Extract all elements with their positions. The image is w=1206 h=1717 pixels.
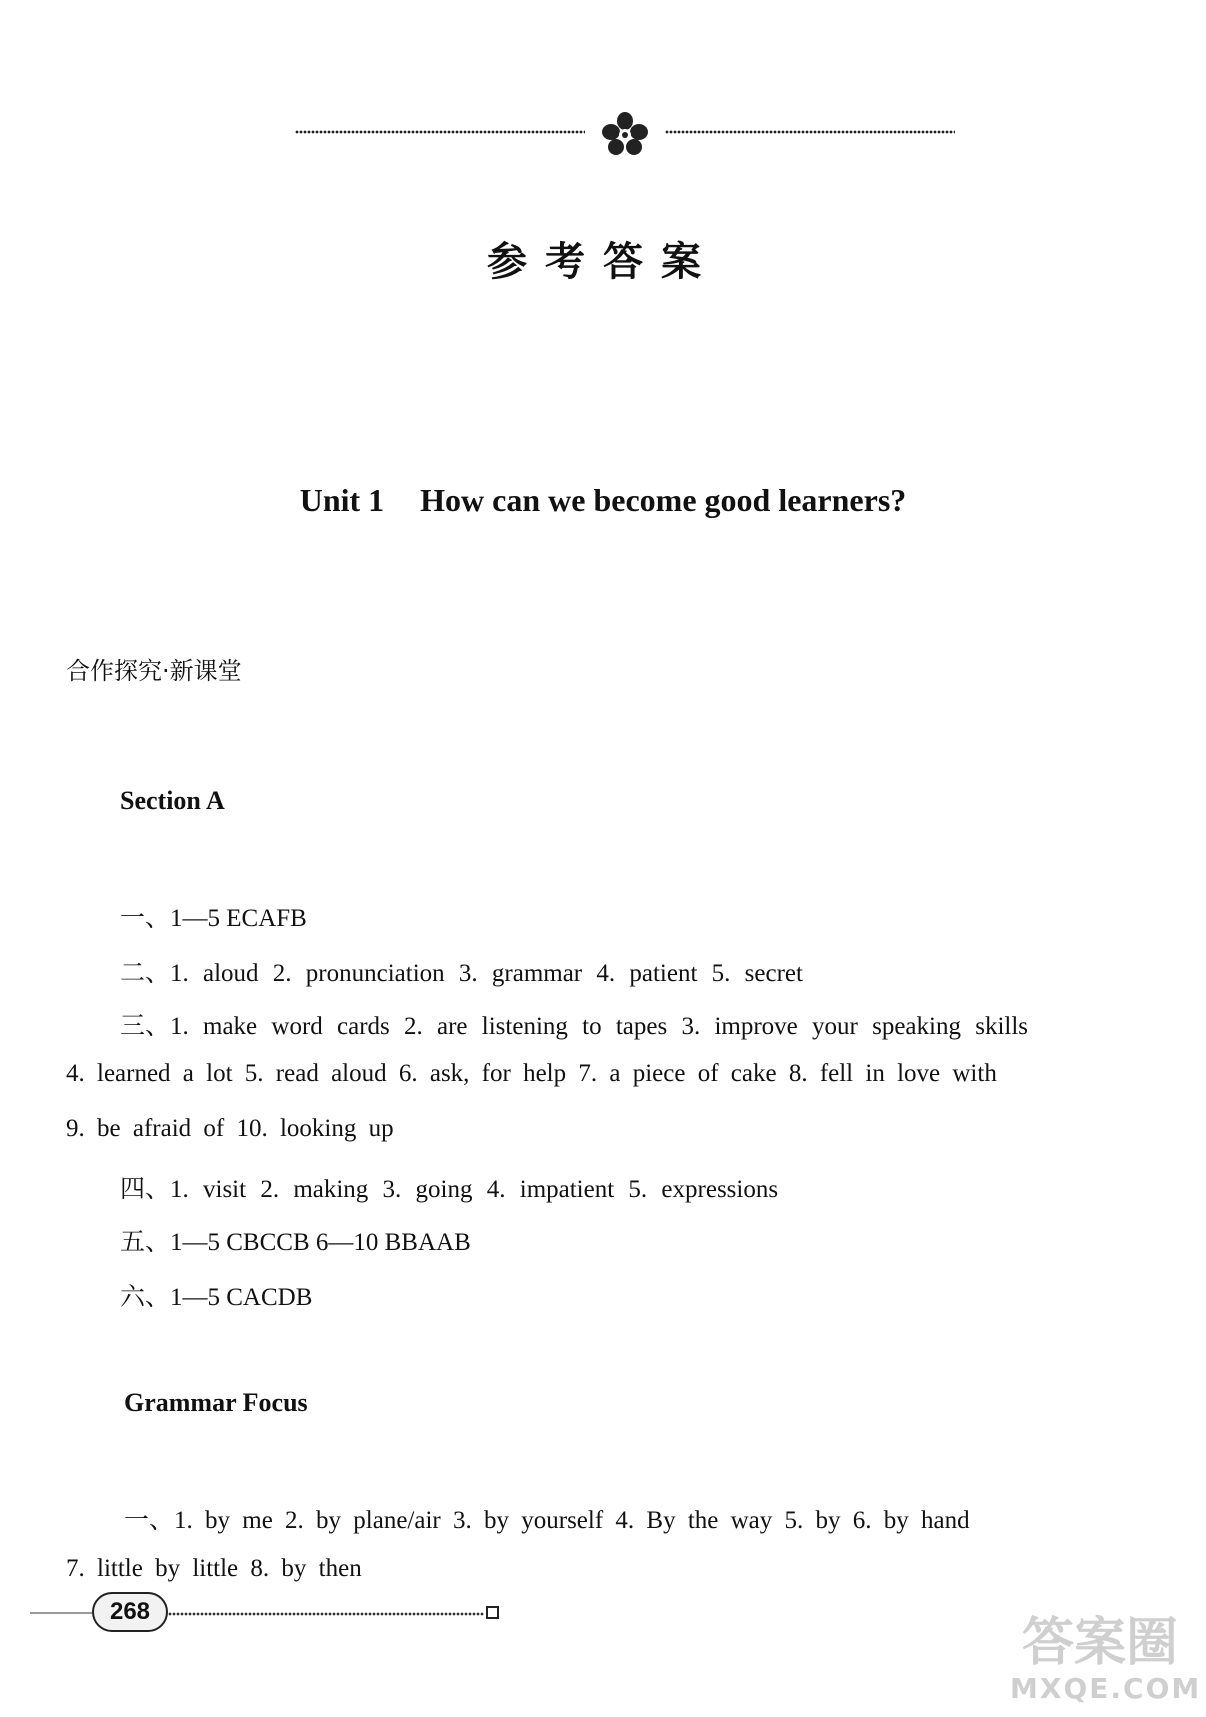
- answer-line: 4. learned a lot 5. read aloud 6. ask, for help 7. a piece of cake 8. fell in love with: [66, 1060, 997, 1087]
- answer-line: 二、1. aloud 2. pronunciation 3. grammar 4. patient 5. secret: [120, 960, 803, 987]
- dotted-rule-right: [665, 129, 955, 135]
- watermark-text: 答案圈: [1021, 1613, 1178, 1673]
- answer-line: 四、1. visit 2. making 3. going 4. impatient 5. expressions: [120, 1176, 779, 1203]
- unit-title: How can we become good learners?: [420, 482, 907, 518]
- footer-rule: [30, 1612, 92, 1614]
- unit-number: Unit 1: [299, 482, 385, 518]
- section-label: 合作探究·新课堂: [66, 657, 242, 685]
- unit-heading: [0, 482, 1206, 519]
- answer-line: 六、1—5 CACDB: [120, 1284, 313, 1311]
- grammar-focus-heading: Grammar Focus: [124, 1388, 308, 1417]
- answer-line: 一、1. by me 2. by plane/air 3. by yourself 4. By the way 5. by 6. by hand: [124, 1507, 970, 1534]
- header-ornament: [295, 112, 955, 156]
- square-icon: [486, 1606, 499, 1619]
- answer-line: 一、1—5 ECAFB: [120, 905, 307, 932]
- footer-dotted-rule: [168, 1612, 484, 1616]
- flower-icon: [600, 112, 650, 156]
- watermark-url: MXQE.COM: [1010, 1672, 1202, 1705]
- page-number: 268: [92, 1592, 168, 1632]
- answer-line: 9. be afraid of 10. looking up: [66, 1115, 394, 1142]
- answer-line: 三、1. make word cards 2. are listening to tapes 3. improve your speaking skills: [120, 1013, 1029, 1040]
- watermark-logo: [1010, 1600, 1202, 1710]
- page-title: 参考答案: [487, 239, 719, 285]
- dotted-rule-left: [295, 129, 585, 135]
- answer-line: 7. little by little 8. by then: [66, 1555, 362, 1582]
- answer-line: 五、1—5 CBCCB 6—10 BBAAB: [120, 1229, 471, 1256]
- section-a-heading: Section A: [120, 786, 225, 815]
